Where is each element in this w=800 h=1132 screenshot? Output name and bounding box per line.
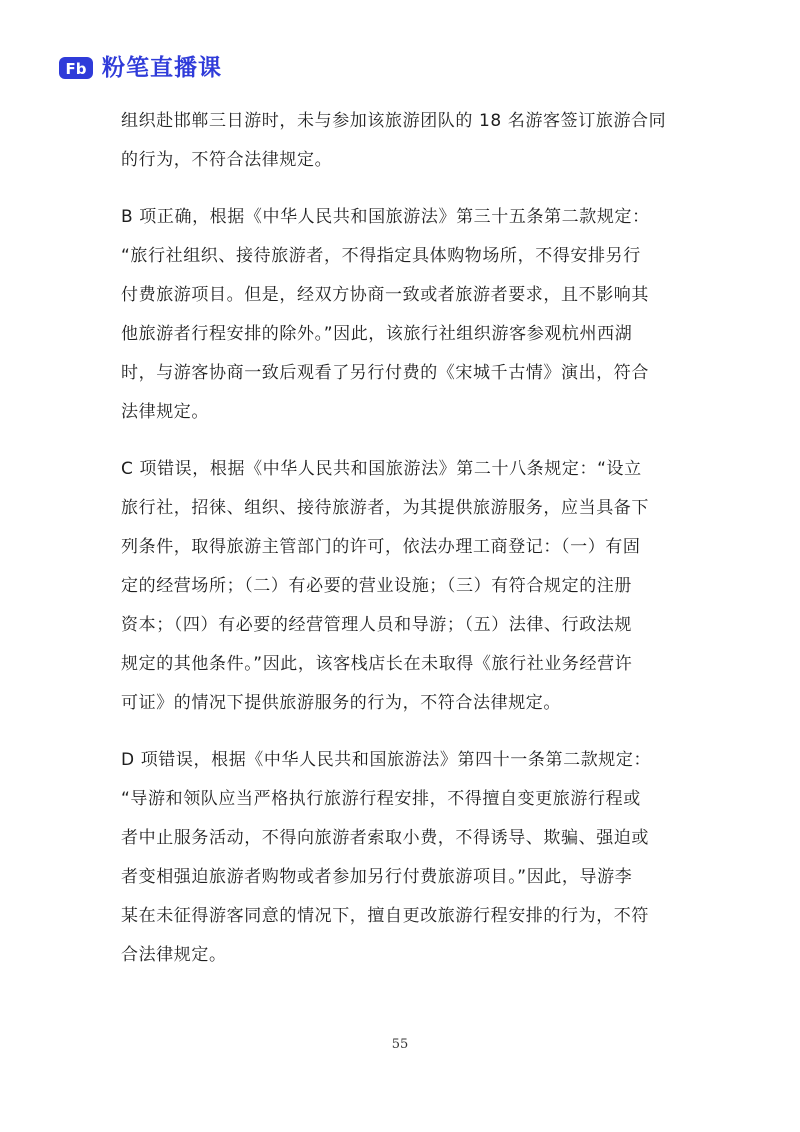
page-number: 55 [391, 1037, 409, 1052]
text-line: 某在未征得游客同意的情况下，擅自更改旅游行程安排的行为，不符 [121, 906, 649, 926]
text-line: 组织赴邯郸三日游时，未与参加该旅游团队的 18 名游客签订旅游合同 [121, 111, 667, 131]
svg-text:Fb: Fb [65, 60, 87, 78]
brand-name: 粉笔直播课 [102, 55, 222, 81]
paragraph [121, 741, 681, 975]
text-line: “导游和领队应当严格执行旅游行程安排，不得擅自变更旅游行程或 [121, 789, 641, 809]
text-line: 合法律规定。 [121, 945, 227, 965]
document-body [121, 102, 681, 993]
text-line: 者变相强迫旅游者购物或者参加另行付费旅游项目。”因此，导游李 [121, 867, 633, 887]
text-line: 可证》的情况下提供旅游服务的行为，不符合法律规定。 [121, 693, 561, 713]
text-line: 者中止服务活动，不得向旅游者索取小费，不得诱导、欺骗、强迫或 [121, 828, 649, 848]
text-line: B 项正确，根据《中华人民共和国旅游法》第三十五条第二款规定： [121, 207, 650, 227]
text-line: “旅行社组织、接待旅游者，不得指定具体购物场所，不得安排另行 [121, 246, 641, 266]
text-line: 资本；（四）有必要的经营管理人员和导游；（五）法律、行政法规 [121, 615, 632, 635]
text-line: 他旅游者行程安排的除外。”因此，该旅行社组织游客参观杭州西湖 [121, 324, 633, 344]
text-line: D 项错误，根据《中华人民共和国旅游法》第四十一条第二款规定： [121, 750, 652, 770]
text-line: 付费旅游项目。但是，经双方协商一致或者旅游者要求，且不影响其 [121, 285, 649, 305]
text-line: 定的经营场所；（二）有必要的营业设施；（三）有符合规定的注册 [121, 576, 632, 596]
fenbi-logo-icon [58, 55, 94, 81]
page-header [58, 52, 222, 84]
paragraph [121, 198, 681, 432]
text-line: C 项错误，根据《中华人民共和国旅游法》第二十八条规定：“设立 [121, 459, 642, 479]
text-line: 时，与游客协商一致后观看了另行付费的《宋城千古情》演出，符合 [121, 363, 649, 383]
text-line: 旅行社，招徕、组织、接待旅游者，为其提供旅游服务，应当具备下 [121, 498, 649, 518]
paragraph [121, 450, 681, 723]
text-line: 法律规定。 [121, 402, 209, 422]
text-line: 的行为，不符合法律规定。 [121, 150, 333, 170]
paragraph [121, 102, 681, 180]
text-line: 列条件，取得旅游主管部门的许可，依法办理工商登记：（一）有固 [121, 537, 641, 557]
text-line: 规定的其他条件。”因此，该客栈店长在未取得《旅行社业务经营许 [121, 654, 633, 674]
